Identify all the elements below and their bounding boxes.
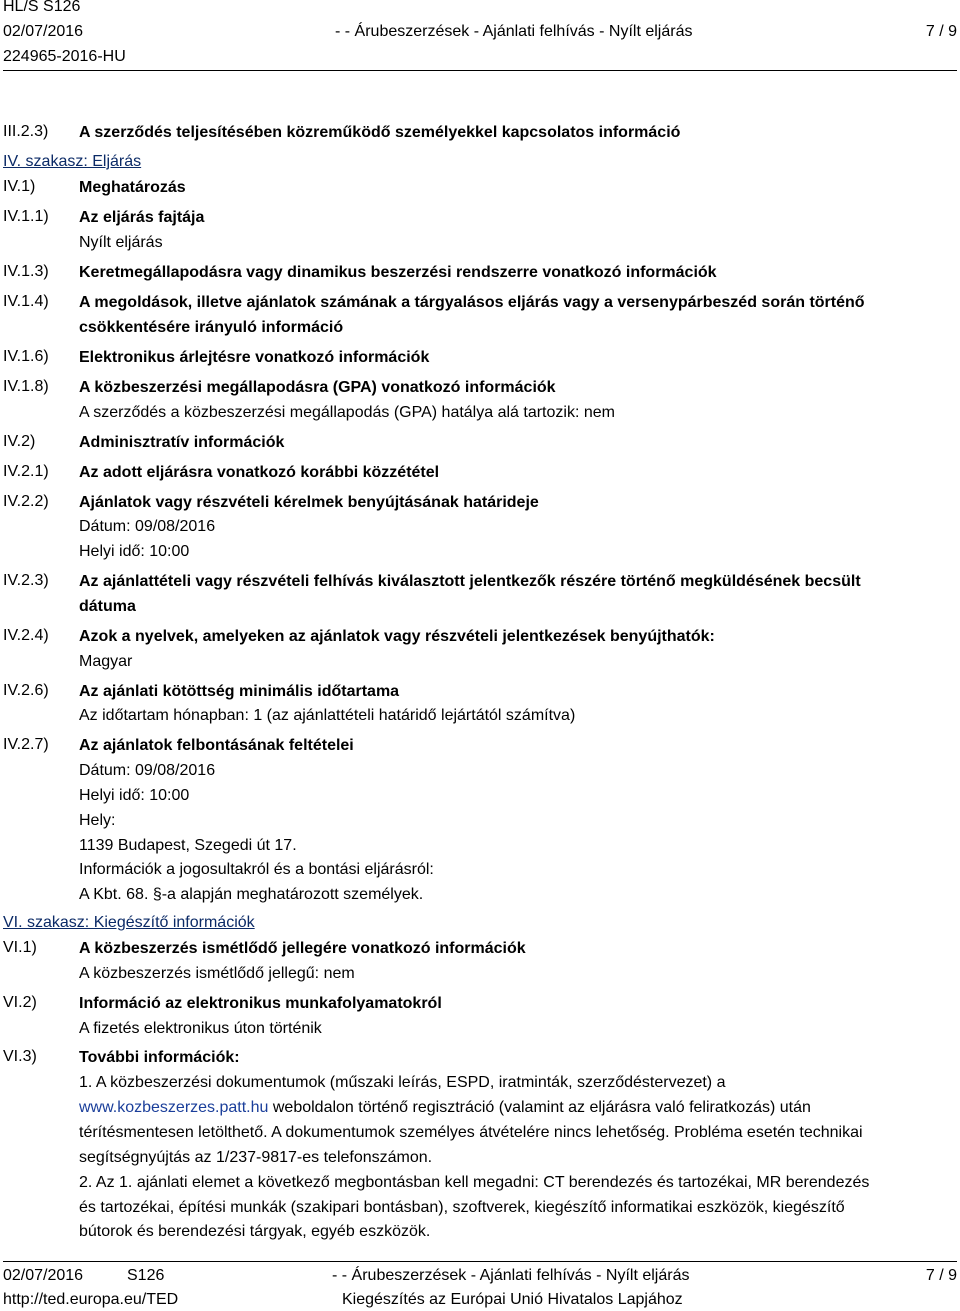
info-line: és tartozékai, építési munkák (szakipari bontásban), szoftverek, kiegészítő informatikai eszközök, kiegészítő <box>79 1199 845 1216</box>
section-title: Ajánlatok vagy részvételi kérelmek benyújtásának határideje <box>79 494 539 511</box>
doc-id: 224965-2016-HU <box>3 48 126 65</box>
section-number: IV.2.4) <box>3 627 49 644</box>
footer-publisher: Kiegészítés az Európai Unió Hivatalos Lapjához <box>342 1291 683 1308</box>
section-title-line: dátuma <box>79 598 136 615</box>
section-title-line: Az ajánlattételi vagy részvételi felhívás kiválasztott jelentkezők részére történő megküldésének becsült <box>79 573 861 590</box>
info-line: térítésmentesen letölthető. A dokumentumok személyes átvételére nincs lehetőség. Probléma esetén technikai <box>79 1124 863 1141</box>
opening-place: 1139 Budapest, Szegedi út 17. <box>79 837 297 854</box>
section-title: Adminisztratív információk <box>79 434 285 451</box>
section-number: IV.2.7) <box>3 736 49 753</box>
section-title: A közbeszerzési megállapodásra (GPA) vonatkozó információk <box>79 379 556 396</box>
info-line: segítségnyújtás az 1/237-9817-es telefonszámon. <box>79 1149 433 1166</box>
info-line <box>79 1095 955 1120</box>
section-title: Elektronikus árlejtésre vonatkozó információk <box>79 349 430 366</box>
section-title: Az ajánlati kötöttség minimális időtartama <box>79 683 400 700</box>
section-number: IV.2.6) <box>3 682 49 699</box>
footer-journal: S126 <box>127 1267 165 1284</box>
header-date: 02/07/2016 <box>3 23 84 40</box>
part-heading-iv: IV. szakasz: Eljárás <box>3 153 142 170</box>
header-divider <box>3 70 957 71</box>
section-number: IV.1.6) <box>3 348 49 365</box>
section-number: IV.2.1) <box>3 463 49 480</box>
footer-title: - - Árubeszerzések - Ajánlati felhívás - Nyílt eljárás <box>332 1267 690 1284</box>
info-line: 1. A közbeszerzési dokumentumok (műszaki leírás, ESPD, iratminták, szerződéstervezet) a <box>79 1074 726 1091</box>
section-title-line: csökkentésére irányuló információ <box>79 319 344 336</box>
part-heading-vi: VI. szakasz: Kiegészítő információk <box>3 914 255 931</box>
section-number: VI.2) <box>3 994 37 1011</box>
opening-date: Dátum: 09/08/2016 <box>79 762 216 779</box>
footer-divider <box>3 1261 957 1262</box>
section-title: Az ajánlatok felbontásának feltételei <box>79 737 354 754</box>
section-title: Meghatározás <box>79 179 186 196</box>
page-header <box>3 0 957 72</box>
section-title: A szerződés teljesítésében közreműködő személyekkel kapcsolatos információ <box>79 124 681 141</box>
journal-ref: HL/S S126 <box>3 0 81 15</box>
section-number: VI.1) <box>3 939 37 956</box>
section-title: Információ az elektronikus munkafolyamatokról <box>79 995 442 1012</box>
opening-place-label: Hely: <box>79 812 116 829</box>
header-title: - - Árubeszerzések - Ajánlati felhívás - Nyílt eljárás <box>335 23 693 40</box>
info-line: bútorok és berendezési tárgyak, egyéb eszközök. <box>79 1223 431 1240</box>
opening-persons-label: Információk a jogosultakról és a bontási eljárásról: <box>79 861 434 878</box>
section-number: III.2.3) <box>3 123 49 140</box>
section-number: VI.3) <box>3 1048 37 1065</box>
section-number: IV.1.3) <box>3 263 49 280</box>
portal-link[interactable]: www.kozbeszerzes.patt.hu <box>79 1099 269 1116</box>
section-value: A közbeszerzés ismétlődő jellegű: nem <box>79 965 355 982</box>
section-number: IV.1.4) <box>3 293 49 310</box>
section-number: IV.1.1) <box>3 208 49 225</box>
section-title: Keretmegállapodásra vagy dinamikus beszerzési rendszerre vonatkozó információk <box>79 264 717 281</box>
section-title-line: A megoldások, illetve ajánlatok számának a tárgyalásos eljárás vagy a versenypárbeszéd során történő <box>79 294 865 311</box>
deadline-time: Helyi idő: 10:00 <box>79 543 190 560</box>
info-line-rest: weboldalon történő regisztráció (valamint az eljárásra való feliratkozás) után <box>268 1099 811 1116</box>
deadline-date: Dátum: 09/08/2016 <box>79 518 216 535</box>
section-value: A szerződés a közbeszerzési megállapodás (GPA) hatálya alá tartozik: nem <box>79 404 615 421</box>
section-number: IV.2.2) <box>3 493 49 510</box>
footer-url[interactable]: http://ted.europa.eu/TED <box>3 1291 179 1308</box>
page-number: 7 / 9 <box>925 23 957 40</box>
section-title: A közbeszerzés ismétlődő jellegére vonatkozó információk <box>79 940 526 957</box>
section-value: A fizetés elektronikus úton történik <box>79 1020 322 1037</box>
section-value: Magyar <box>79 653 133 670</box>
section-number: IV.1.8) <box>3 378 49 395</box>
section-title: Az eljárás fajtája <box>79 209 205 226</box>
section-value: Nyílt eljárás <box>79 234 163 251</box>
opening-time: Helyi idő: 10:00 <box>79 787 190 804</box>
section-title: Az adott eljárásra vonatkozó korábbi közzététel <box>79 464 440 481</box>
section-value: Az időtartam hónapban: 1 (az ajánlattételi határidő lejártától számítva) <box>79 707 576 724</box>
footer-page-number: 7 / 9 <box>925 1267 957 1284</box>
section-title: További információk: <box>79 1049 240 1066</box>
section-title: Azok a nyelvek, amelyeken az ajánlatok vagy részvételi jelentkezések benyújthatók: <box>79 628 715 645</box>
section-number: IV.2) <box>3 433 36 450</box>
info-line: 2. Az 1. ajánlati elemet a következő megbontásban kell megadni: CT berendezés és tartozékai, MR berendezés <box>79 1174 870 1191</box>
section-number: IV.2.3) <box>3 572 49 589</box>
section-number: IV.1) <box>3 178 36 195</box>
opening-persons: A Kbt. 68. §-a alapján meghatározott személyek. <box>79 886 424 903</box>
footer-date: 02/07/2016 <box>3 1267 84 1284</box>
